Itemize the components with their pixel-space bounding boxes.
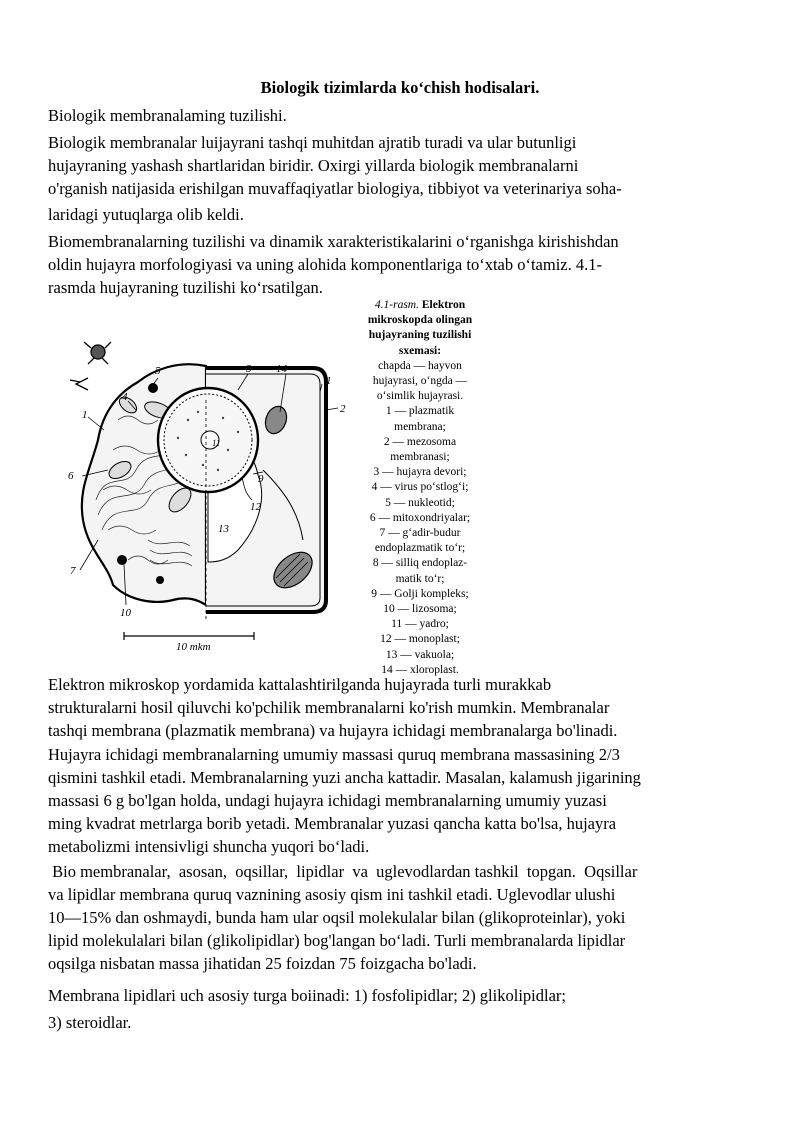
paragraph-line: massasi 6 g bo'lgan holda, undagi hujayra ichidagi membranalarning umumiy yuzasi (48, 791, 607, 810)
label-2: 2 (340, 403, 346, 415)
paragraph-line: Elektron mikroskop yordamida kattalashtirilganda hujayrada turli murakkab (48, 675, 552, 694)
caption-line: chapda — hayvon (378, 359, 462, 372)
paragraph-line: strukturalarni hosil qiluvchi ko'pchilik membranalarni ko'rish mumkin. Membranalar (48, 698, 610, 717)
paragraph-5 (48, 860, 748, 975)
caption-line: o‘simlik hujayrasi. (376, 390, 464, 403)
caption-line: 14 — xloroplast. (381, 663, 459, 676)
label-1-right: 1 (326, 375, 332, 387)
caption-line: membranasi; (390, 451, 450, 464)
caption-line: 6 — mitoxondriyalar; (369, 511, 471, 524)
paragraph-line: o'rganish natijasida erishilgan muvaffaqiyatlar biologiya, tibbiyot va veterinariya soha- (48, 179, 622, 198)
label-12: 12 (250, 501, 261, 513)
label-11: 11 (212, 438, 221, 448)
caption-line: endoplazmatik to‘r; (374, 542, 466, 555)
caption-heading (352, 298, 488, 313)
figure-caption (352, 298, 488, 678)
caption-line: 13 — vakuola; (385, 648, 455, 661)
caption-line: 10 — lizosoma; (383, 603, 457, 616)
section-subtitle (48, 104, 748, 127)
paragraph-1 (48, 131, 748, 226)
cell-diagram-figure (58, 300, 352, 652)
caption-title-line: mikroskopda olingan (367, 314, 473, 327)
caption-title-line: Elektron (421, 299, 466, 311)
label-4: 4 (122, 391, 128, 403)
paragraph-line: Hujayra ichidagi membranalarning umumiy massasi quruq membrana massasining 2/3 (48, 745, 620, 764)
paragraph-line: laridagi yutuqlarga olib keldi. (48, 205, 244, 224)
paragraph-line: Biologik membranalar luijayrani tashqi muhitdan ajratib turadi va ular butunligi (48, 133, 577, 152)
caption-line: 12 — monoplast; (380, 633, 460, 646)
paragraph-line: oldin hujayra morfologiyasi va uning alohida komponentlariga to‘xtab o‘tamiz. 4.1- (48, 255, 602, 274)
scale-label: 10 mkm (176, 641, 211, 652)
paragraph-line: lipid molekulalari bilan (glikolipidlar) bog'langan bo‘ladi. Turli membranalarda lipidlar (48, 931, 626, 950)
caption-line: 7 — g‘adir-budur (379, 527, 461, 540)
virus-icon (70, 342, 111, 390)
caption-label: 4.1-rasm. (374, 299, 419, 311)
label-1-left: 1 (82, 409, 88, 421)
paragraph-line: metabolizmi intensivligi shuncha yuqori bo‘ladi. (48, 837, 370, 856)
label-7: 7 (70, 565, 76, 577)
caption-line: 11 — yadro; (391, 618, 449, 631)
paragraph-line: Membrana lipidlari uch asosiy turga boiinadi: 1) fosfolipidlar; 2) glikolipidlar; (48, 986, 566, 1005)
label-5: 5 (155, 365, 161, 377)
caption-line: matik to‘r; (395, 572, 445, 585)
paragraph-6 (48, 984, 748, 1034)
label-14: 14 (276, 363, 287, 375)
label-10: 10 (120, 607, 131, 619)
caption-line: membrana; (394, 420, 446, 433)
paragraph-line: ming kvadrat metrlarga borib yetadi. Membranalar yuzasi qancha katta bo'lsa, hujayra (48, 814, 617, 833)
paragraph-line: 3) steroidlar. (48, 1013, 132, 1032)
paragraph-line: va lipidlar membrana quruq vaznining asosiy qism ini tashkil etadi. Uglevodlar ulushi (48, 885, 616, 904)
caption-title-line: sxemasi: (398, 344, 442, 357)
paragraph-line: qismini tashkil etadi. Membranalarning yuzi ancha kattadir. Masalan, kalamush jigarining (48, 768, 641, 787)
caption-line: 9 — Golji kompleks; (371, 587, 469, 600)
paragraph-line: oqsilga nisbatan massa jihatidan 25 foizdan 75 foizgacha bo'ladi. (48, 954, 477, 973)
caption-line: 8 — silliq endoplaz- (372, 557, 468, 570)
caption-title-line: hujayraning tuzilishi (368, 329, 472, 342)
label-6: 6 (68, 470, 74, 482)
scale-bar (124, 632, 254, 652)
paragraph-line: rasmda hujayraning tuzilishi ko‘rsatilgan. (48, 278, 323, 297)
paragraph-4 (48, 743, 748, 858)
caption-line: 1 — plazmatik (385, 405, 455, 418)
paragraph-line: Bio membranalar, asosan, oqsillar, lipidlar va uglevodlardan tashkil topgan. Oqsillar (48, 862, 638, 881)
label-9: 9 (258, 473, 264, 485)
caption-line: 4 — virus po‘stlog‘i; (371, 481, 469, 494)
paragraph-line: 10—15% dan oshmaydi, bunda ham ular oqsil molekulalar bilan (glikoproteinlar), yoki (48, 908, 626, 927)
label-13: 13 (218, 523, 229, 535)
paragraph-line: tashqi membrana (plazmatik membrana) va hujayra ichidagi membranalarga bo'linadi. (48, 721, 618, 740)
nucleus (158, 388, 258, 492)
paragraph-line: hujayraning yashash shartlaridan biridir. Oxirgi yillarda biologik membranalarni (48, 156, 579, 175)
caption-line: 3 — hujayra devori; (373, 466, 467, 479)
paragraph-3 (48, 673, 748, 742)
document-title: Biologik tizimlarda ko‘chish hodisalari. (260, 78, 540, 97)
caption-line: hujayrasi, o‘ngda — (372, 375, 468, 388)
label-3: 3 (246, 363, 252, 375)
paragraph-2 (48, 230, 748, 299)
caption-line: 2 — mezosoma (383, 435, 457, 448)
caption-line: 5 — nukleotid; (385, 496, 455, 509)
subtitle-line: Biologik membranalaming tuzilishi. (48, 106, 287, 125)
paragraph-line: Biomembranalarning tuzilishi va dinamik xarakteristikalarini o‘rganishga kirishishdan (48, 232, 619, 251)
